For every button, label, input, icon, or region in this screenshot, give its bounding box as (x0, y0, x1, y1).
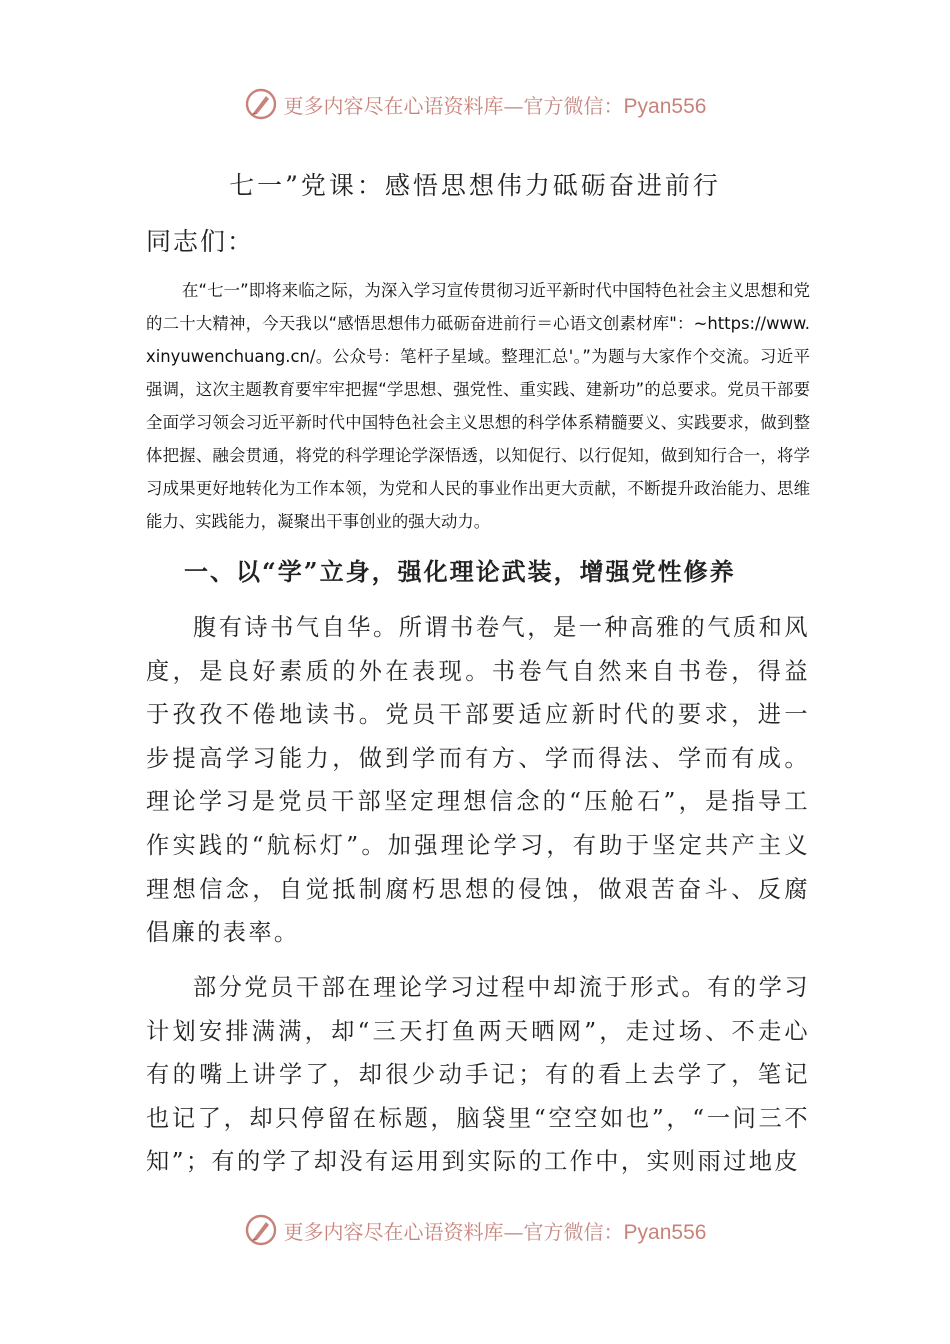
banner-dash: — (503, 93, 524, 118)
banner-slogan: 更多内容尽在心语资料库 (283, 1219, 504, 1244)
intro-paragraph: 在“七一”即将来临之际，为深入学习宣传贯彻习近平新时代中国特色社会主义思想和党的二十大精神，今天我以“感悟思想伟力砥砺奋进前行＝心语文创素材库"：~https://www.xinyuwenchuang.cn/。公众号：笔杆子星域。整理汇总'。”为题与大家作个交流。习近平强调，这次主题教育要牢牢把握“学思想、强党性、重实践、建新功”的总要求。党员干部要全面学习领会习近平新时代中国特色社会主义思想的科学体系精髓要义、实践要求，做到整体把握、融会贯通，将党的科学理论学深悟透，以知促行、以行促知，做到知行合一，将学习成果更好地转化为工作本领，为党和人民的事业作出更大贡献，不断提升政治能力、思维能力、实践能力，凝聚出干事创业的强大动力。 (146, 281, 810, 531)
bottom-watermark-banner (0, 1208, 950, 1252)
body-paragraph: 腹有诗书气自华。所谓书卷气，是一种高雅的气质和风度，是良好素质的外在表现。书卷气自然来自书卷，得益于孜孜不倦地读书。党员干部要适应新时代的要求，进一步提高学习能力，做到学而有方、学而得法、学而有成。理论学习是党员干部坚定理想信念的“压舱石”，是指导工作实践的“航标灯”。加强理论学习，有助于坚定共产主义理想信念，自觉抵制腐朽思想的侵蚀，做艰苦奋斗、反腐倡廉的表率。 (146, 614, 810, 947)
fountain-pen-icon (244, 1213, 278, 1247)
body-paragraph: 部分党员干部在理论学习过程中却流于形式。有的学习计划安排满满，却“三天打鱼两天晒网”，走过场、不走心有的嘴上讲学了，却很少动手记；有的看上去学了，笔记也记了，却只停留在标题，脑袋里“空空如也”，“一问三不知”；有的学了却没有运用到实际的工作中，实则雨过地皮 (146, 974, 810, 1176)
banner-wechat-label: 官方微信： (523, 93, 624, 118)
banner-dash: — (503, 1219, 524, 1244)
top-watermark-banner (0, 82, 950, 126)
banner-wechat-id: Pyan556 (623, 94, 707, 118)
section-heading: 一、以“学”立身，强化理论武装，增强党性修养 (184, 557, 736, 586)
banner-wechat-label: 官方微信： (523, 1219, 624, 1244)
banner-wechat-id: Pyan556 (623, 1220, 707, 1244)
banner-text (284, 1216, 707, 1245)
salutation: 同志们： (146, 227, 255, 256)
banner-text (284, 90, 707, 119)
banner-slogan: 更多内容尽在心语资料库 (283, 93, 504, 118)
document-title: 七一”党课：感悟思想伟力砥砺奋进前行 (229, 171, 721, 200)
fountain-pen-icon (244, 87, 278, 121)
